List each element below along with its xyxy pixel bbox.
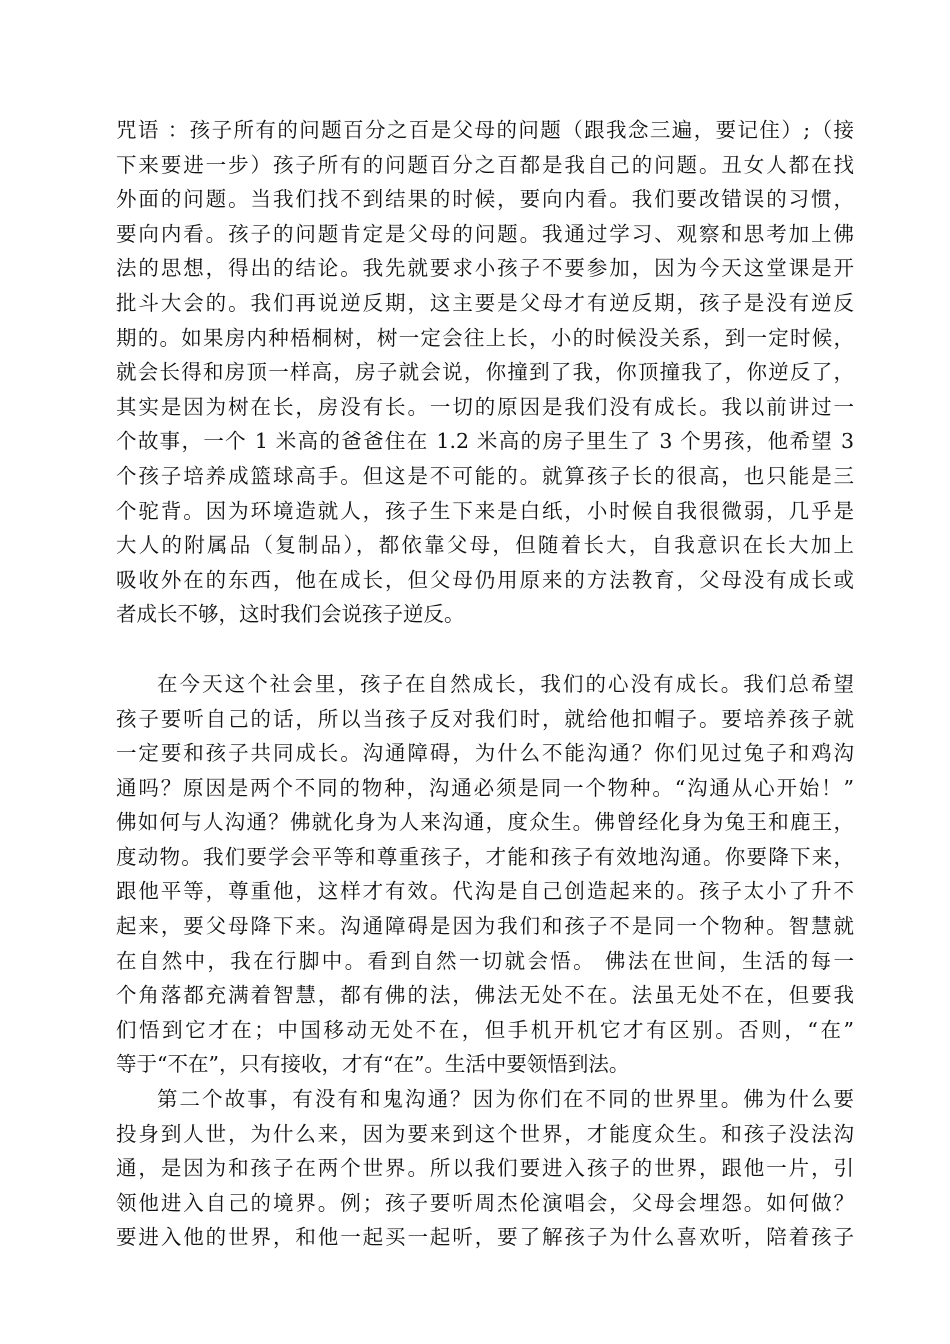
text-line: 吸收外在的东西，他在成长，但父母仍用原来的方法教育，父母没有成长或 [116,567,854,592]
text-line: 法的思想，得出的结论。我先就要求小孩子不要参加，因为今天这堂课是开 [116,256,854,281]
text-line: 要向内看。孩子的问题肯定是父母的问题。我通过学习、观察和思考加上佛 [116,221,854,246]
text-line: 咒语 ：孩子所有的问题百分之百是父母的问题（跟我念三遍，要记住）;（接 [116,118,854,142]
text-line: 个故事，一个 1 米高的爸爸住在 1.2 米高的房子里生了 3 个男孩，他希望 3 [116,429,854,454]
text-line: 外面的问题。当我们找不到结果的时候，要向内看。我们要改错误的习惯， [116,187,854,212]
paragraph-3 [116,1082,854,1255]
text-line: 下来要进一步）孩子所有的问题百分之百都是我自己的问题。丑女人都在找 [116,152,854,177]
text-line: 领他进入自己的境界。例；孩子要听周杰伦演唱会，父母会埋怨。如何做？ [116,1190,854,1215]
text-line: 一定要和孩子共同成长。沟通障碍，为什么不能沟通？你们见过兔子和鸡沟 [116,741,854,766]
text-line: 孩子要听自己的话，所以当孩子反对我们时，就给他扣帽子。要培养孩子就 [116,706,854,731]
text-line: 就会长得和房顶一样高，房子就会说，你撞到了我，你顶撞我了，你逆反了， [116,360,854,385]
text-line: 在自然中，我在行脚中。看到自然一切就会悟。 佛法在世间，生活的每一 [116,948,854,973]
paragraph-1 [116,113,854,632]
text-line: 起来，要父母降下来。沟通障碍是因为我们和孩子不是同一个物种。智慧就 [116,914,854,939]
text-line: 个角落都充满着智慧，都有佛的法，佛法无处不在。法虽无处不在，但要我 [116,983,854,1008]
text-line: 度动物。我们要学会平等和尊重孩子，才能和孩子有效地沟通。你要降下来， [116,844,854,869]
text-line: 第二个故事，有没有和鬼沟通？因为你们在不同的世界里。佛为什么要 [157,1087,854,1112]
text-line: 通，是因为和孩子在两个世界。所以我们要进入孩子的世界，跟他一片，引 [116,1156,854,1181]
text-line: 个驼背。因为环境造就人，孩子生下来是白纸，小时候自我很微弱，几乎是 [116,498,854,523]
text-line: 个孩子培养成篮球高手。但这是不可能的。就算孩子长的很高，也只能是三 [116,463,854,488]
text-line: 在今天这个社会里，孩子在自然成长，我们的心没有成长。我们总希望 [157,671,854,696]
document-page [116,113,854,1255]
text-line: 大人的附属品（复制品），都依靠父母，但随着长大，自我意识在长大加上 [116,533,854,558]
text-line: 通吗？原因是两个不同的物种，沟通必须是同一个物种。“沟通从心开始！” [116,775,854,800]
text-line: 要进入他的世界，和他一起买一起听，要了解孩子为什么喜欢听，陪着孩子 [116,1225,854,1250]
paragraph-gap [116,632,854,667]
text-line: 期的。如果房内种梧桐树，树一定会往上长，小的时候没关系，到一定时候， [116,325,854,350]
text-line: 者成长不够，这时我们会说孩子逆反。 [116,602,465,627]
text-line: 佛如何与人沟通？佛就化身为人来沟通，度众生。佛曾经化身为兔王和鹿王， [116,810,854,835]
text-line: 等于“不在”，只有接收，才有“在”。生活中要领悟到法。 [116,1052,630,1077]
paragraph-2 [116,667,854,1082]
text-line: 跟他平等，尊重他，这样才有效。代沟是自己创造起来的。孩子太小了升不 [116,879,854,904]
text-line: 投身到人世，为什么来，因为要来到这个世界，才能度众生。和孩子没法沟 [116,1121,854,1146]
text-line: 其实是因为树在长，房没有长。一切的原因是我们没有成长。我以前讲过一 [116,394,854,419]
text-line: 批斗大会的。我们再说逆反期，这主要是父母才有逆反期，孩子是没有逆反 [116,290,854,315]
text-line: 们悟到它才在；中国移动无处不在，但手机开机它才有区别。否则，“在” [116,1017,854,1042]
